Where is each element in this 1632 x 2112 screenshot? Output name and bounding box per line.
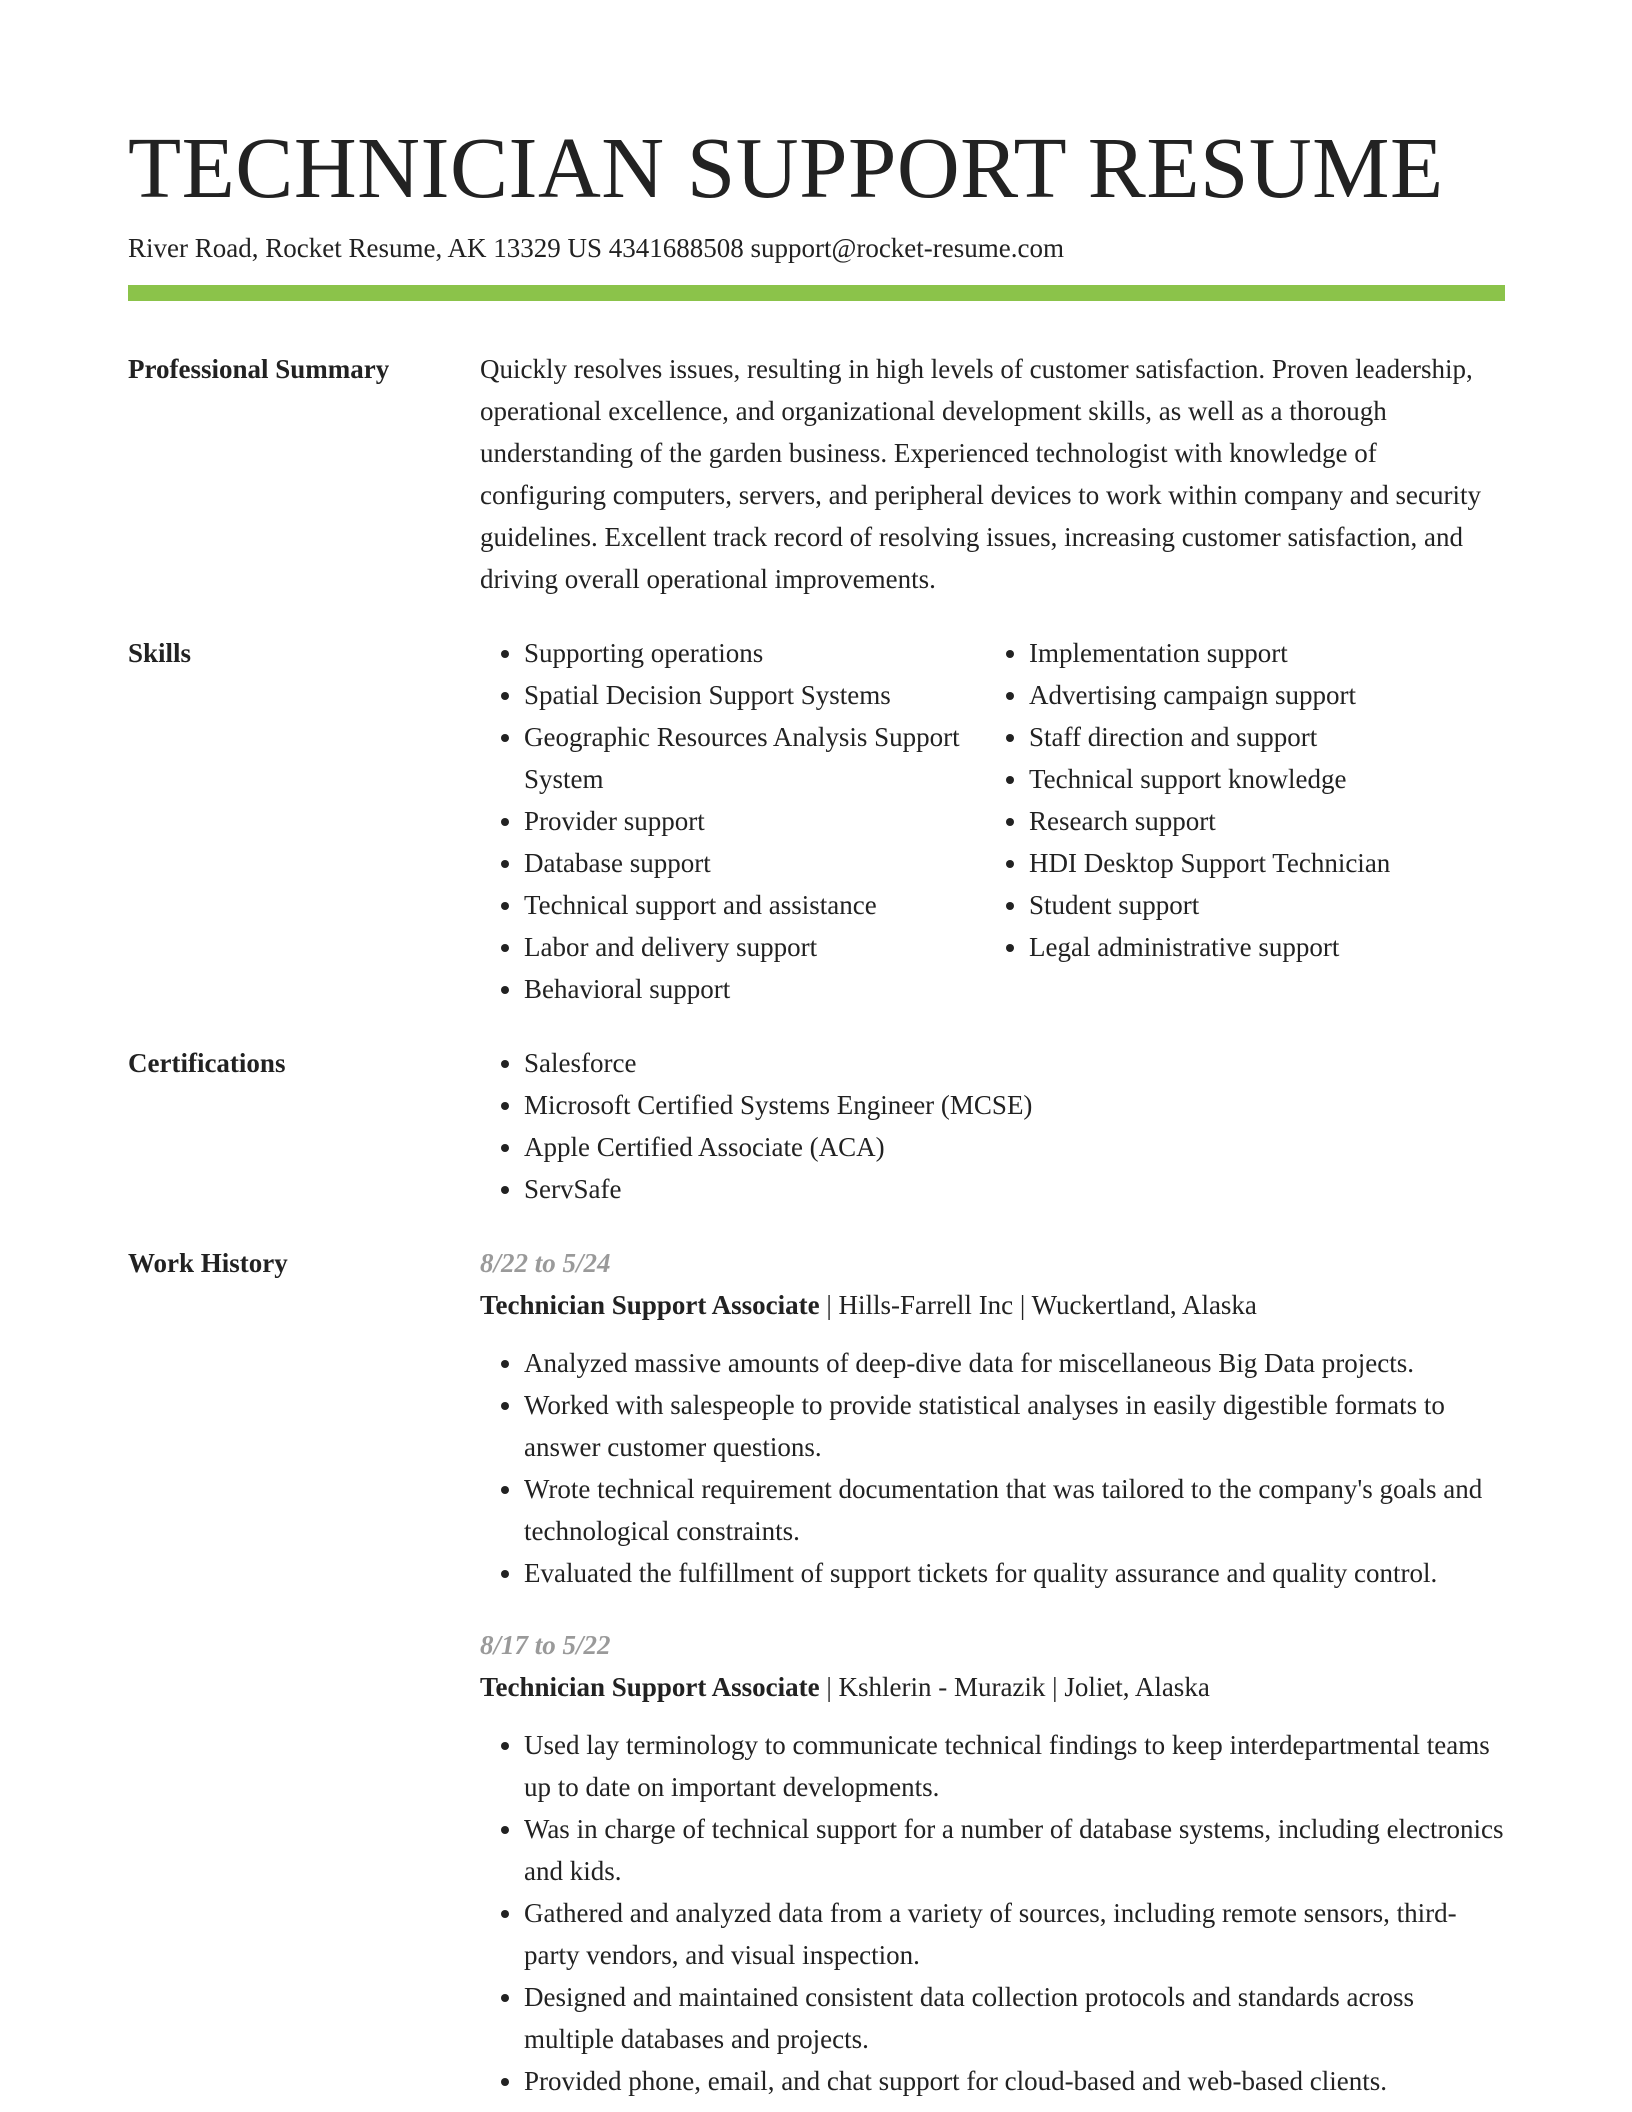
job-bullet: • Used lay terminology to communicate technical findings to keep interdepartmental teams up to date on important developments. — [524, 1724, 1505, 1808]
job-bullets — [480, 1342, 1505, 1594]
job-entry — [480, 1242, 1505, 1594]
job-bullet: • Evaluated the fulfillment of support tickets for quality assurance and quality control. — [524, 1552, 1505, 1594]
skill-item: • Legal administrative support — [1029, 926, 1505, 968]
job-bullet: • Analyzed massive amounts of deep-dive data for miscellaneous Big Data projects. — [524, 1342, 1505, 1384]
skill-item: • Spatial Decision Support Systems — [524, 674, 985, 716]
contact-info: River Road, Rocket Resume, AK 13329 US 4341688508 support@rocket-resume.com — [128, 233, 1064, 263]
job-title: Technician Support Associate — [480, 1672, 820, 1702]
skill-item: • Provider support — [524, 800, 985, 842]
job-details: | Kshlerin - Murazik | Joliet, Alaska — [819, 1672, 1210, 1702]
certifications-list — [480, 1042, 1505, 1210]
job-bullet: • Designed and maintained consistent data collection protocols and standards across multiple databases and projects. — [524, 1976, 1505, 2060]
job-entry — [480, 1624, 1505, 2102]
skill-item: • Supporting operations — [524, 632, 985, 674]
skill-item: • Implementation support — [1029, 632, 1505, 674]
skill-item: • Staff direction and support — [1029, 716, 1505, 758]
skills-list-right — [985, 632, 1505, 968]
skills-list-left — [480, 632, 985, 1010]
job-bullets — [480, 1724, 1505, 2102]
job-heading — [480, 1284, 1505, 1326]
job-bullet: • Worked with salespeople to provide statistical analyses in easily digestible formats to answer customer questions. — [524, 1384, 1505, 1468]
skill-item: • Behavioral support — [524, 968, 985, 1010]
skill-item: • Advertising campaign support — [1029, 674, 1505, 716]
skill-item: • Geographic Resources Analysis Support System — [524, 716, 985, 800]
certifications-heading: Certifications — [128, 1048, 286, 1078]
skills-heading: Skills — [128, 638, 192, 668]
summary-heading: Professional Summary — [128, 354, 390, 384]
certification-item: • Apple Certified Associate (ACA) — [524, 1126, 1505, 1168]
skill-item: • HDI Desktop Support Technician — [1029, 842, 1505, 884]
job-title: Technician Support Associate — [480, 1290, 820, 1320]
job-bullet: • Wrote technical requirement documentation that was tailored to the company's goals and technological constraints. — [524, 1468, 1505, 1552]
skill-item: • Research support — [1029, 800, 1505, 842]
certification-item: • Salesforce — [524, 1042, 1505, 1084]
accent-divider — [128, 285, 1505, 301]
certification-item: • Microsoft Certified Systems Engineer (MCSE) — [524, 1084, 1505, 1126]
job-heading — [480, 1666, 1505, 1708]
skill-item: • Student support — [1029, 884, 1505, 926]
job-dates: 8/17 to 5/22 — [480, 1630, 611, 1660]
skill-item: • Labor and delivery support — [524, 926, 985, 968]
job-details: | Hills-Farrell Inc | Wuckertland, Alaska — [819, 1290, 1257, 1320]
summary-text: Quickly resolves issues, resulting in high levels of customer satisfaction. Proven leadership, operational excellence, and organizational development skills, as well as a thorough understanding of the garden business. Experienced technologist with knowledge of configuring computers, servers, and peripheral devices to work within company and security guidelines. Excellent track record of resolving issues, increasing customer satisfaction, and driving overall operational improvements. — [480, 354, 1481, 594]
job-bullet: • Was in charge of technical support for a number of database systems, including electronics and kids. — [524, 1808, 1505, 1892]
skill-item: • Technical support and assistance — [524, 884, 985, 926]
work-history-heading: Work History — [128, 1248, 288, 1278]
skill-item: • Technical support knowledge — [1029, 758, 1505, 800]
skill-item: • Database support — [524, 842, 985, 884]
resume-title: TECHNICIAN SUPPORT RESUME — [128, 119, 1444, 216]
job-bullet: • Provided phone, email, and chat support for cloud-based and web-based clients. — [524, 2060, 1505, 2102]
job-dates: 8/22 to 5/24 — [480, 1248, 611, 1278]
certification-item: • ServSafe — [524, 1168, 1505, 1210]
job-bullet: • Gathered and analyzed data from a variety of sources, including remote sensors, third-party vendors, and visual inspection. — [524, 1892, 1505, 1976]
